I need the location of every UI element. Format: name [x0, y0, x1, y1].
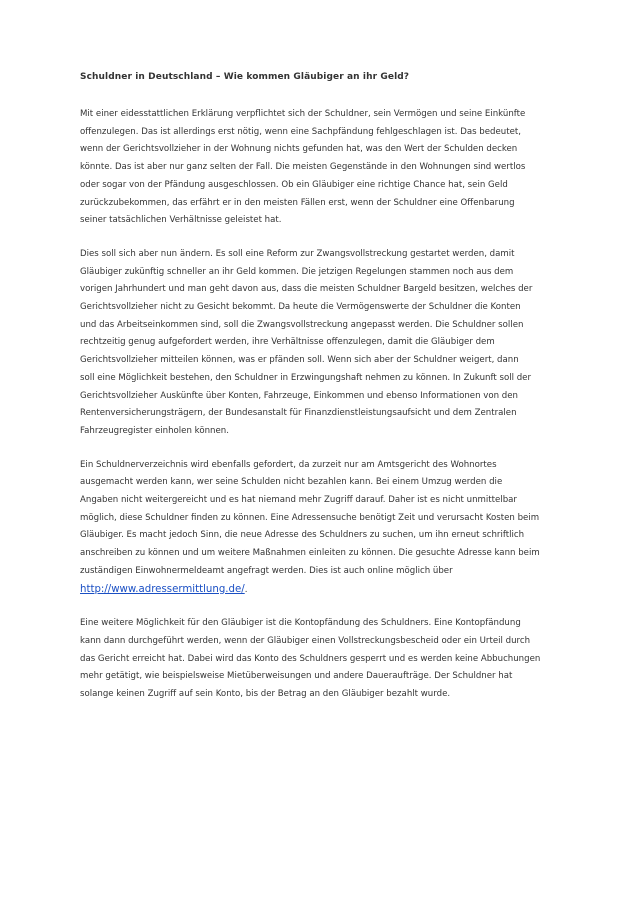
- paragraph-1: [80, 106, 570, 230]
- document-page: [80, 70, 570, 720]
- paragraph-3: [80, 457, 570, 600]
- text-line: Rentenversicherungsträgern, der Bundesanstalt für Finanzdienstleistungsaufsicht und dem Zentralen: [80, 408, 517, 419]
- text-line: soll eine Möglichkeit bestehen, den Schuldner in Erzwingungshaft nehmen zu können. In Zukunft soll der: [80, 372, 531, 383]
- text-line: Gläubiger zukünftig schneller an ihr Geld kommen. Die jetzigen Regelungen stammen noch aus dem: [80, 266, 514, 277]
- text-line: solange keinen Zugriff auf sein Konto, bis der Betrag an den Gläubiger bezahlt wurde.: [80, 689, 451, 700]
- text-line: Angaben nicht weitergereicht und es hat niemand mehr Zugriff darauf. Daher ist es nicht unmittelbar: [80, 495, 517, 506]
- text-line: zurückzubekommen, das erfährt er in den meisten Fällen erst, wenn der Schuldner eine Offenbarung: [80, 197, 515, 208]
- paragraph-2: [80, 246, 570, 441]
- text-line: Eine weitere Möglichkeit für den Gläubiger ist die Kontopfändung des Schuldners. Eine Kontopfändung: [80, 618, 521, 629]
- text-line: anschreiben zu können und um weitere Maßnahmen einleiten zu können. Die gesuchte Adresse kann beim: [80, 548, 540, 559]
- text-line: Gerichtsvollzieher nicht zu Gesicht bekommt. Da heute die Vermögenswerte der Schuldner die Konten: [80, 302, 521, 313]
- text-line: offenzulegen. Das ist allerdings erst nötig, wenn eine Sachpfändung fehlgeschlagen ist. Das bedeutet,: [80, 126, 521, 137]
- text-line: kann dann durchgeführt werden, wenn der Gläubiger einen Vollstreckungsbescheid oder ein Urteil durch: [80, 635, 531, 646]
- text-line: Fahrzeugregister einholen können.: [80, 425, 229, 436]
- link-trailing-period: .: [244, 584, 248, 595]
- text-line: wenn der Gerichtsvollzieher in der Wohnung nichts gefunden hat, was den Wert der Schulden decken: [80, 144, 518, 155]
- text-line: Mit einer eidesstattlichen Erklärung verpflichtet sich der Schuldner, sein Vermögen und seine Einkünfte: [80, 109, 526, 119]
- adressermittlung-link[interactable]: http://www.adressermittlung.de/: [80, 583, 245, 595]
- text-line: Gläubiger. Es macht jedoch Sinn, die neue Adresse des Schuldners zu suchen, um ihn erneut schriftlich: [80, 530, 525, 541]
- text-line: rechtzeitig genug aufgefordert werden, ihre Verhältnisse offenzulegen, damit die Gläubiger dem: [80, 337, 495, 348]
- text-line: zuständigen Einwohnermeldeamt angefragt werden. Dies ist auch online möglich über: [80, 565, 453, 576]
- text-line: Gerichtsvollzieher Auskünfte über Konten, Fahrzeuge, Einkommen und ebenso Informationen von den: [80, 390, 518, 401]
- text-line: Dies soll sich aber nun ändern. Es soll eine Reform zur Zwangsvollstreckung gestartet werden, damit: [80, 248, 515, 259]
- text-line: Gerichtsvollzieher mitteilen können, was er pfänden soll. Wenn sich aber der Schuldner weigert, dann: [80, 355, 519, 366]
- text-line: seiner tatsächlichen Verhältnisse geleistet hat.: [80, 215, 282, 226]
- text-line: möglich, diese Schuldner finden zu können. Eine Adressensuche benötigt Zeit und verursacht Kosten beim: [80, 512, 540, 523]
- text-line: vorigen Jahrhundert und man geht davon aus, dass die meisten Schuldner Bargeld besitzen, welches der: [80, 284, 533, 295]
- text-line: und das Arbeitseinkommen sind, soll die Zwangsvollstreckung angepasst werden. Die Schuldner sollen: [80, 319, 524, 330]
- text-line: Ein Schuldnerverzeichnis wird ebenfalls gefordert, da zurzeit nur am Amtsgericht des Wohnortes: [80, 459, 497, 470]
- text-line: mehr getätigt, wie beispielsweise Mietüberweisungen und andere Daueraufträge. Der Schuldner hat: [80, 671, 513, 682]
- link-line: [80, 581, 570, 600]
- text-line: ausgemacht werden kann, wer seine Schulden nicht bezahlen kann. Bei einem Umzug werden die: [80, 477, 503, 488]
- document-title: Schuldner in Deutschland – Wie kommen Gläubiger an ihr Geld?: [80, 72, 410, 82]
- paragraph-4: [80, 615, 570, 704]
- text-line: oder sogar von der Pfändung ausgeschlossen. Ob ein Gläubiger eine richtige Chance hat, sein Geld: [80, 179, 508, 190]
- text-line: könnte. Das ist aber nur ganz selten der Fall. Die meisten Gegenstände in den Wohnungen sind wertlos: [80, 162, 526, 173]
- text-line: das Gericht erreicht hat. Dabei wird das Konto des Schuldners gesperrt und es werden keine Abbuchungen: [80, 653, 541, 664]
